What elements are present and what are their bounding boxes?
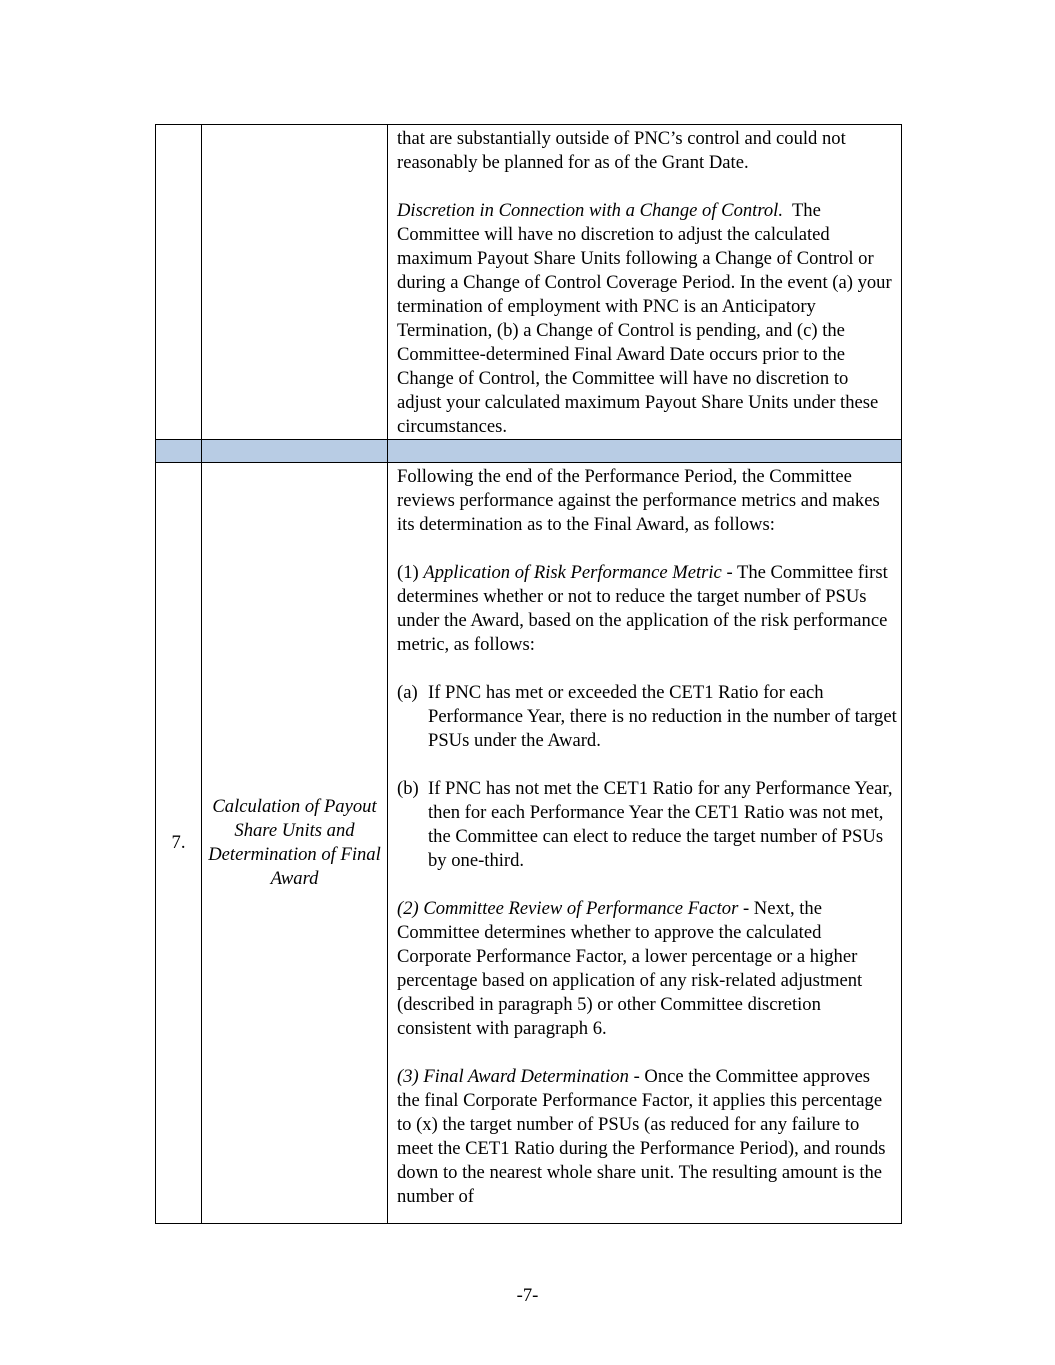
step-1-prefix: (1): [397, 562, 419, 583]
change-of-control-body: The Committee will have no discretion to adjust the calculated maximum Payout Share Units following a Change of Control or during a Change of Control Coverage Period. In the event (a) your termination of employment with PNC is an Anticipatory Termination, (b) a Change of Control is pending, and (c) the Committee-determined Final Award Date occurs prior to the Change of Control, the Committee will have no discretion to adjust your calculated maximum Payout Share Units under these circumstances.: [397, 200, 892, 437]
row-content-cell: [388, 125, 902, 440]
row-number: 7.: [156, 463, 202, 1224]
separator-cell: [156, 440, 202, 463]
separator-cell: [202, 440, 388, 463]
step-2-heading: (2) Committee Review of Performance Factor: [397, 898, 739, 919]
list-item-a: [397, 681, 897, 753]
step-1-paragraph: [397, 561, 897, 657]
row-content-cell: [388, 463, 902, 1224]
list-marker-b: (b): [397, 778, 419, 799]
step-2-body: - Next, the Committee determines whether to approve the calculated Corporate Performance Factor, a lower percentage or a higher percentage based on application of any risk-related adjustment (described in paragraph 5) or other Committee discretion consistent with paragraph 6.: [397, 898, 863, 1039]
table-row-continued: [156, 125, 902, 440]
change-of-control-paragraph: [397, 199, 897, 439]
list-text-b: If PNC has not met the CET1 Ratio for any Performance Year, then for each Performance Year the CET1 Ratio was not met, the Committee can elect to reduce the target number of PSUs by one-third.: [428, 778, 893, 871]
step-1-heading: Application of Risk Performance Metric: [423, 562, 722, 583]
intro-paragraph: Following the end of the Performance Period, the Committee reviews performance against the performance metrics and makes its determination as to the Final Award, as follows:: [397, 466, 880, 535]
list-text-a: If PNC has met or exceeded the CET1 Ratio for each Performance Year, there is no reduction in the number of target PSUs under the Award.: [428, 682, 897, 751]
row-title: Calculation of Payout Share Units and Determination of Final Award: [202, 463, 388, 1224]
table-row-7: [156, 463, 902, 1224]
step-2-paragraph: [397, 897, 897, 1041]
row-title-cell-empty: [202, 125, 388, 440]
continued-paragraph: that are substantially outside of PNC’s control and could not reasonably be planned for as of the Grant Date.: [397, 128, 846, 173]
award-terms-table: [155, 124, 902, 1224]
section-separator-row: [156, 440, 902, 463]
change-of-control-heading: Discretion in Connection with a Change of Control.: [397, 200, 783, 221]
separator-cell: [388, 440, 902, 463]
page-number: -7-: [516, 1285, 539, 1306]
step-3-body: - Once the Committee approves the final Corporate Performance Factor, it applies this percentage to (x) the target number of PSUs (as reduced for any failure to meet the CET1 Ratio during the Performance Period), and rounds down to the nearest whole share unit. The resulting amount is the number of: [397, 1066, 886, 1207]
row-number-cell-empty: [156, 125, 202, 440]
step-3-paragraph: [397, 1065, 897, 1209]
list-item-b: [397, 777, 897, 873]
step-1-body: - The Committee first determines whether or not to reduce the target number of PSUs under the Award, based on the application of the risk performance metric, as follows:: [397, 562, 888, 655]
list-marker-a: (a): [397, 682, 418, 703]
step-3-heading: (3) Final Award Determination: [397, 1066, 629, 1087]
